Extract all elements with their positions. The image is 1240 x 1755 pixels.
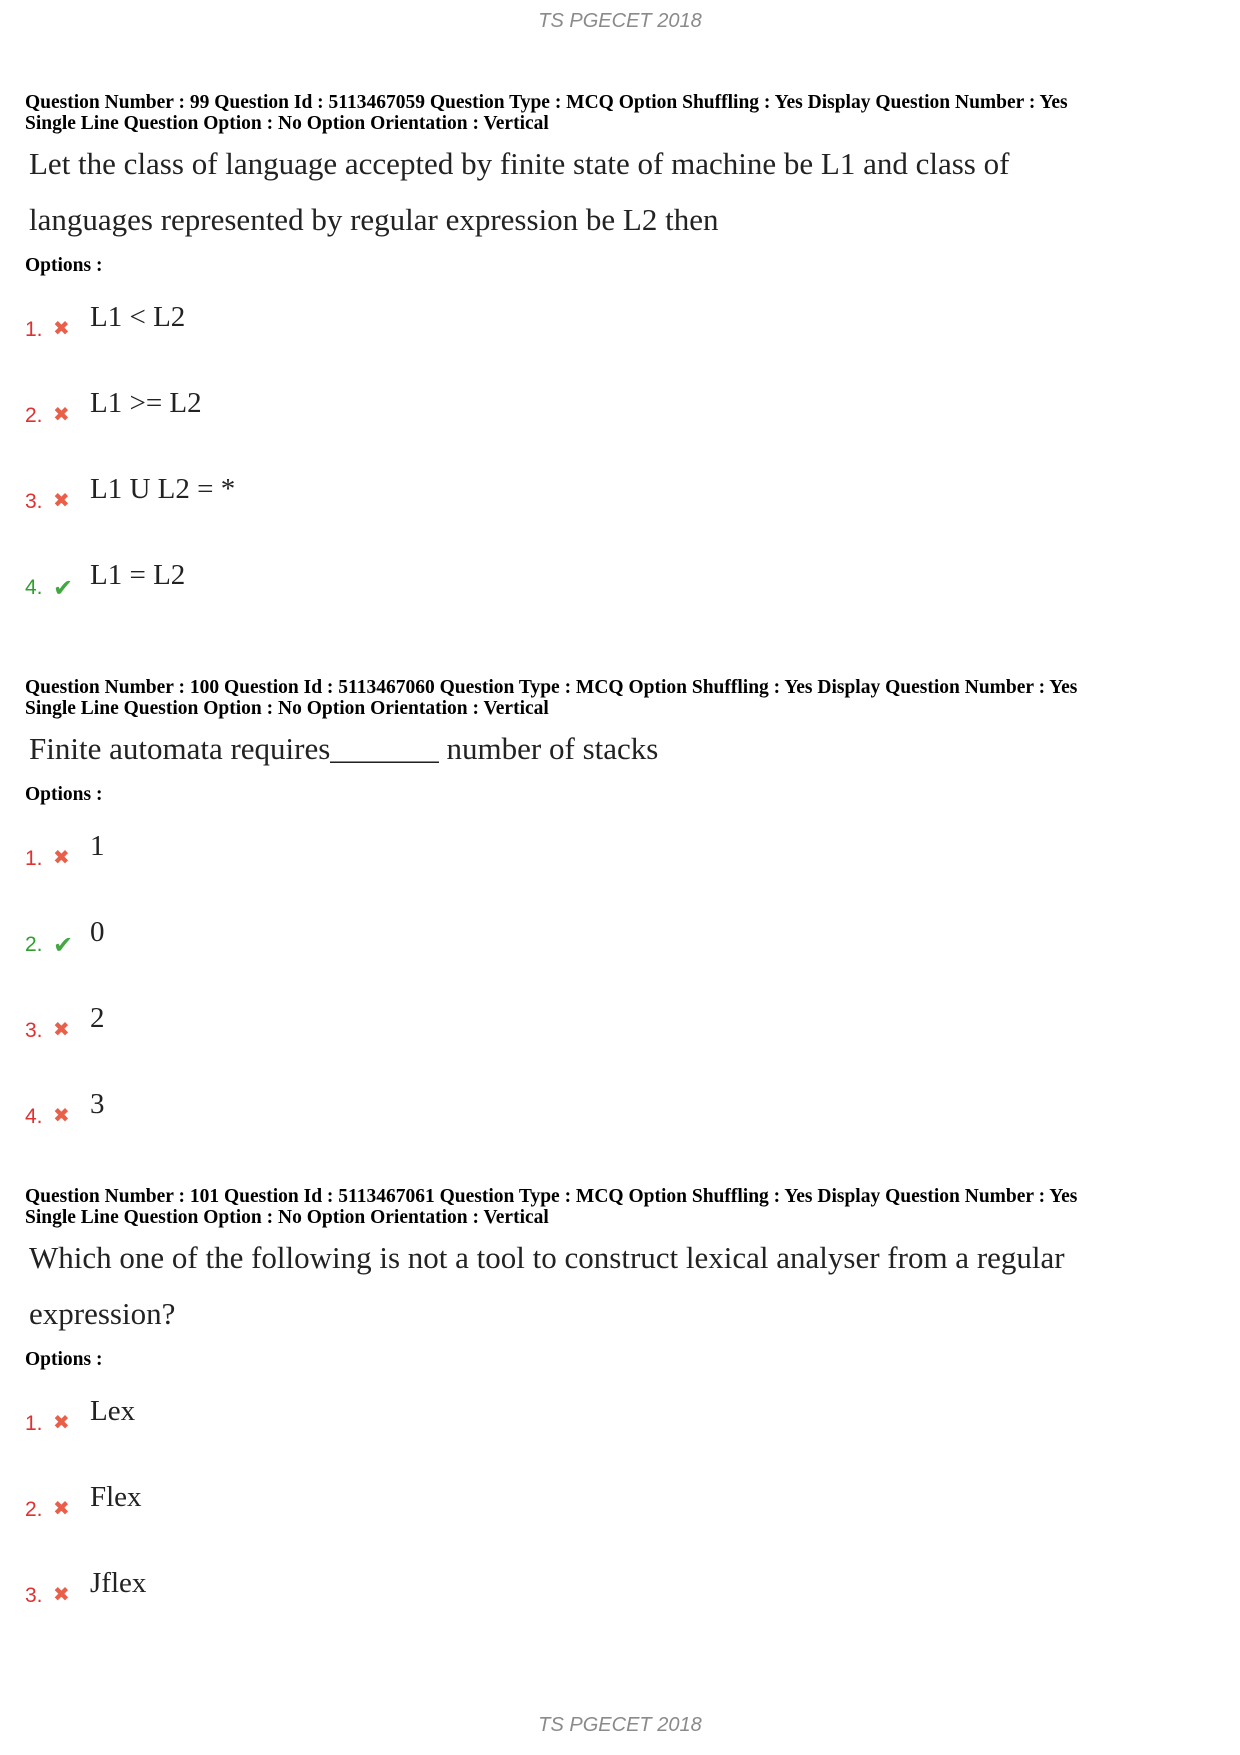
question-stem: [25, 721, 1215, 777]
option-number: 2.: [25, 1498, 43, 1521]
option-text: 3: [90, 1088, 105, 1120]
option-item: [25, 1544, 1215, 1630]
cross-icon: ✖: [53, 402, 70, 426]
cross-icon: ✖: [53, 488, 70, 512]
option-number: 3.: [25, 1019, 43, 1042]
option-item: [25, 1458, 1215, 1544]
option-number: 3.: [25, 1584, 43, 1607]
question-stem-line: Let the class of language accepted by finite state of machine be L1 and class of: [29, 146, 1010, 181]
question-meta-line2: Single Line Question Option : No Option Orientation : Vertical: [25, 113, 549, 134]
option-text: 1: [90, 830, 105, 862]
option-text: Flex: [90, 1481, 142, 1513]
option-item: [25, 450, 1215, 536]
option-number: 4.: [25, 576, 43, 599]
question-meta-line2: Single Line Question Option : No Option Orientation : Vertical: [25, 1207, 549, 1228]
option-number: 1.: [25, 318, 43, 341]
question-100: [25, 677, 1215, 1151]
question-stem-line: languages represented by regular expression be L2 then: [29, 202, 719, 237]
cross-icon: ✖: [53, 316, 70, 340]
option-text: Jflex: [90, 1567, 147, 1599]
option-item: [25, 1065, 1215, 1151]
check-icon: ✔: [53, 574, 74, 602]
page-footer: TS PGECET 2018: [538, 1714, 702, 1736]
question-meta-line1: Question Number : 99 Question Id : 5113467059 Question Type : MCQ Option Shuffling : Yes Display Question Number : Yes: [25, 92, 1068, 113]
cross-icon: ✖: [53, 845, 70, 869]
question-stem: [25, 136, 1215, 248]
cross-icon: ✖: [53, 1582, 70, 1606]
question-stem: [25, 1230, 1215, 1342]
option-text: L1 U L2 = *: [90, 473, 236, 505]
option-text: 2: [90, 1002, 105, 1034]
option-number: 2.: [25, 404, 43, 427]
options-label: Options :: [25, 1349, 103, 1370]
check-icon: ✔: [53, 931, 74, 959]
option-number: 1.: [25, 1412, 43, 1435]
cross-icon: ✖: [53, 1017, 70, 1041]
question-stem-line: expression?: [29, 1296, 176, 1331]
option-item: [25, 1372, 1215, 1458]
question-meta-line1: Question Number : 101 Question Id : 5113467061 Question Type : MCQ Option Shuffling : Yes Display Question Number : Yes: [25, 1186, 1078, 1207]
option-item: [25, 893, 1215, 979]
option-number: 2.: [25, 933, 43, 956]
option-text: 0: [90, 916, 105, 948]
page-header: TS PGECET 2018: [538, 10, 702, 32]
cross-icon: ✖: [53, 1103, 70, 1127]
cross-icon: ✖: [53, 1410, 70, 1434]
option-number: 4.: [25, 1105, 43, 1128]
option-text: L1 >= L2: [90, 387, 202, 419]
question-101: [25, 1186, 1215, 1630]
options-label: Options :: [25, 255, 103, 276]
option-item: [25, 979, 1215, 1065]
question-99: [25, 92, 1215, 622]
question-stem-line: Which one of the following is not a tool to construct lexical analyser from a regular: [29, 1240, 1065, 1275]
option-number: 1.: [25, 847, 43, 870]
option-item: [25, 364, 1215, 450]
question-meta-line2: Single Line Question Option : No Option Orientation : Vertical: [25, 698, 549, 719]
option-item: [25, 807, 1215, 893]
option-text: Lex: [90, 1395, 136, 1427]
cross-icon: ✖: [53, 1496, 70, 1520]
option-text: L1 < L2: [90, 301, 186, 333]
question-meta-line1: Question Number : 100 Question Id : 5113467060 Question Type : MCQ Option Shuffling : Yes Display Question Number : Yes: [25, 677, 1078, 698]
option-number: 3.: [25, 490, 43, 513]
option-item: [25, 278, 1215, 364]
option-text: L1 = L2: [90, 559, 186, 591]
question-stem-line: Finite automata requires_______ number of stacks: [29, 731, 659, 766]
option-item: [25, 536, 1215, 622]
options-label: Options :: [25, 784, 103, 805]
